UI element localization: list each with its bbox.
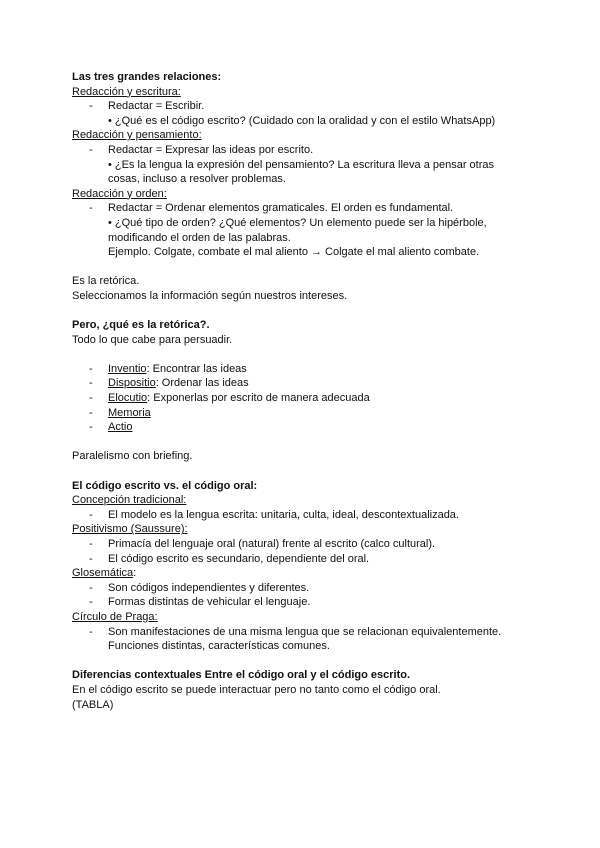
term: Dispositio xyxy=(108,377,156,390)
list-dash: - xyxy=(89,625,93,638)
list-dash: - xyxy=(89,202,93,215)
subheading-positivismo: Positivismo (Saussure): xyxy=(72,523,188,536)
term: Elocutio xyxy=(108,392,148,405)
subheading-redaccion-orden: Redacción y orden: xyxy=(72,187,167,200)
list-dash: - xyxy=(89,362,93,375)
list-item: - El código escrito es secundario, dependiente del oral. xyxy=(89,552,370,565)
subheading-redaccion-pensamiento: Redacción y pensamiento: xyxy=(72,129,202,142)
list-dash: - xyxy=(89,377,93,390)
list-dash: - xyxy=(89,406,93,419)
list-item: - Primacía del lenguaje oral (natural) frente al escrito (calco cultural). xyxy=(89,538,436,550)
list-item: - Son manifestaciones de una misma lengua que se relacionan equivalentemente. xyxy=(89,625,502,638)
list-item: - El modelo es la lengua escrita: unitaria, culta, ideal, descontextualizada. xyxy=(89,508,459,521)
subheading-glosematica: Glosemática: xyxy=(72,567,137,580)
list-item xyxy=(72,406,560,421)
list-subitem: • ¿Qué tipo de orden? ¿Qué elementos? Un elemento puede ser la hipérbole, xyxy=(108,216,487,229)
list-item: - Inventio: Encontrar las ideas xyxy=(89,362,247,375)
example-line: Ejemplo. Colgate, combate el mal aliento → Colgate el mal aliento combate. xyxy=(108,246,480,259)
paragraph: Seleccionamos la información según nuestros intereses. xyxy=(72,289,348,302)
list-item-continuation: Funciones distintas, características comunes. xyxy=(108,640,330,653)
list-dash: - xyxy=(89,538,93,550)
list-item: - Formas distintas de vehicular el lenguaje. xyxy=(89,596,311,609)
heading-codigo-escrito-oral: El código escrito vs. el código oral: xyxy=(72,479,258,492)
paragraph: Es la retórica. xyxy=(72,275,140,288)
heading-retorica: Pero, ¿qué es la retórica?. xyxy=(72,319,210,332)
list-dash: - xyxy=(89,392,93,405)
subheading-redaccion-escritura: Redacción y escritura: xyxy=(72,85,181,98)
list-subitem: modificando el orden de las palabras. xyxy=(108,231,291,244)
list-subitem: • ¿Es la lengua la expresión del pensamiento? La escritura lleva a pensar otras xyxy=(108,158,495,171)
subheading-concepcion-tradicional: Concepción tradicional: xyxy=(72,494,187,507)
list-dash: - xyxy=(89,508,93,521)
list-item: - Dispositio: Ordenar las ideas xyxy=(89,377,249,390)
list-dash: - xyxy=(89,552,93,565)
list-dash: - xyxy=(89,596,93,609)
list-item: - Redactar = Escribir. xyxy=(89,100,205,113)
list-dash: - xyxy=(89,421,93,434)
list-item: - Son códigos independientes y diferentes. xyxy=(89,581,310,594)
list-item: - Redactar = Expresar las ideas por escrito. xyxy=(89,143,314,156)
subheading-circulo-praga: Círculo de Praga: xyxy=(72,610,158,623)
term: Memoria xyxy=(108,406,151,419)
list-item xyxy=(72,420,560,435)
heading-tres-relaciones: Las tres grandes relaciones: xyxy=(72,71,222,83)
term: Inventio xyxy=(108,362,147,375)
list-dash: - xyxy=(89,143,93,156)
list-item: - Redactar = Ordenar elementos gramaticales. El orden es fundamental. xyxy=(89,202,454,215)
list-dash: - xyxy=(89,100,93,113)
list-subitem: cosas, incluso a resolver problemas. xyxy=(108,173,286,186)
paragraph: En el código escrito se puede interactuar pero no tanto como el código oral. xyxy=(72,683,441,696)
paragraph: Todo lo que cabe para persuadir. xyxy=(72,333,233,346)
list-dash: - xyxy=(89,581,93,594)
list-subitem: • ¿Qué es el código escrito? (Cuidado con la oralidad y con el estilo WhatsApp) xyxy=(108,114,496,127)
heading-diferencias-contextuales: Diferencias contextuales Entre el código oral y el código escrito. xyxy=(72,669,411,682)
list-item: - Elocutio: Exponerlas por escrito de manera adecuada xyxy=(89,392,370,405)
paragraph: Paralelismo con briefing. xyxy=(72,450,193,463)
paragraph: (TABLA) xyxy=(72,698,114,711)
term: Actio xyxy=(108,421,133,434)
